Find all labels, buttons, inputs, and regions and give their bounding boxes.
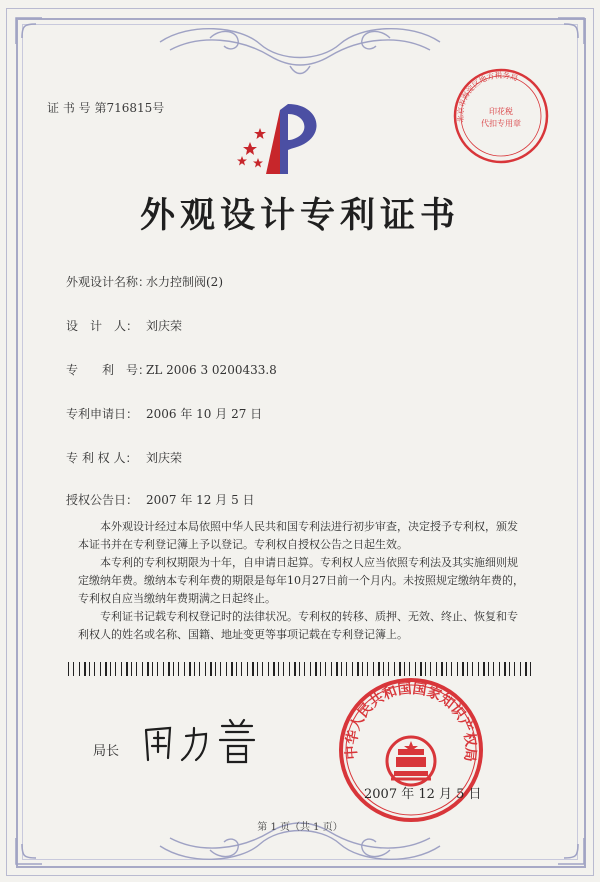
issue-date: 2007 年 12 月 5 日 [364,787,482,802]
field-label: 外观设计名称： [66,275,151,289]
barcode-bar [115,662,116,676]
field-label: 设 计 人： [66,319,139,333]
field-label: 授权公告日： [66,493,139,507]
corner-ornament-top-right [554,14,588,48]
barcode-bar [168,662,170,676]
barcode-bar [399,662,401,676]
barcode-bar [278,662,279,676]
barcode-bar [514,662,515,676]
barcode-bar [430,662,431,676]
barcode-bar [478,662,479,676]
barcode-bar [499,662,500,676]
barcode-bar [341,662,342,676]
barcode-bar [483,662,485,676]
director-signature [140,718,260,768]
barcode-bar [68,662,69,676]
barcode-bar [436,662,437,676]
barcode-bar [299,662,300,676]
barcode-bar [273,662,275,676]
barcode-bar [346,662,347,676]
page-number: 第 1 页（共 1 页） [257,822,343,833]
barcode-bar [189,662,191,676]
barcode-bar [383,662,384,676]
director-label: 局长 [93,744,120,759]
barcode-bar [504,662,506,676]
barcode-bar [451,662,452,676]
barcode-bar [184,662,185,676]
barcode-bar [268,662,269,676]
barcode-bar [142,662,143,676]
barcode-bar [173,662,174,676]
barcode-bar [79,662,80,676]
barcode-bar [493,662,494,676]
field-grant-date [66,491,255,508]
field-value: 2006 年 10 月 27 日 [146,407,263,421]
patent-office-logo [236,98,330,178]
barcode-bar [252,662,254,676]
field-patentee [66,449,182,466]
barcode-bar [525,662,527,676]
barcode-bar [231,662,233,676]
national-emblem-icon [387,737,435,785]
field-label: 专 利 号： [66,363,151,377]
barcode-bar [152,662,153,676]
field-label: 专 利 权 人： [66,451,138,465]
barcode-bar [199,662,200,676]
barcode-bar [194,662,195,676]
barcode-bar [136,662,137,676]
field-value: 水力控制阀(2) [146,275,223,289]
barcode-bar [220,662,221,676]
barcode-bar [357,662,359,676]
barcode-bar [94,662,95,676]
barcode-bar [215,662,216,676]
barcode-bar [388,662,389,676]
barcode-bar [289,662,290,676]
certificate-title: 外观设计专利证书 [139,195,460,236]
barcode-bar [425,662,426,676]
barcode-bar [110,662,111,676]
barcode-bar [415,662,416,676]
barcode-bar [210,662,212,676]
barcode-bar [315,662,317,676]
corner-ornament-top-left [12,14,46,48]
barcode-bar [121,662,122,676]
barcode-bar [257,662,258,676]
barcode-bar [205,662,206,676]
body-paragraph: 专利证书记载专利权登记时的法律状况。专利权的转移、质押、无效、终止、恢复和专利权人的姓名或名称、国籍、地址变更等事项记载在专利登记簿上。 [78,610,518,641]
barcode-bar [84,662,86,676]
field-application-date [66,405,262,422]
barcode-bar [236,662,237,676]
barcode-bar [441,662,443,676]
field-design-name [66,273,223,290]
barcode-bar [367,662,368,676]
barcode-bar [420,662,422,676]
field-value: 刘庆荣 [146,319,183,333]
barcode-bar [409,662,410,676]
barcode-bar [304,662,305,676]
certificate-body [78,518,528,644]
field-patent-number [66,361,277,378]
barcode-bar [530,662,531,676]
svg-text:印花税: 印花税 [489,107,513,116]
tax-stamp [451,66,551,166]
barcode-bar [325,662,326,676]
field-value: ZL 2006 3 0200433.8 [146,363,277,377]
barcode-bar [157,662,158,676]
corner-ornament-bottom-right [554,834,588,868]
barcode-bar [462,662,464,676]
barcode-bar [100,662,101,676]
barcode-bar [373,662,374,676]
barcode-bar [126,662,128,676]
barcode-bar [73,662,74,676]
barcode-bar [241,662,242,676]
field-value: 2007 年 12 月 5 日 [146,493,255,507]
barcode-bar [247,662,248,676]
body-paragraph: 本外观设计经过本局依照中华人民共和国专利法进行初步审查，决定授予专利权，颁发本证书并在专利登记簿上予以登记。专利权自授权公告之日起生效。 [78,520,518,551]
barcode-bar [226,662,227,676]
barcode-bar [378,662,380,676]
barcode-bar [294,662,296,676]
barcode-bar [467,662,468,676]
barcode-bar [336,662,338,676]
barcode-bar [404,662,405,676]
barcode [68,662,533,676]
barcode-bar [105,662,107,676]
field-value: 刘庆荣 [146,451,183,465]
barcode-bar [262,662,263,676]
barcode-bar [163,662,164,676]
body-paragraph: 本专利的专利权期限为十年，自申请日起算。专利权人应当依照专利法及其实施细则规定缴纳年费。缴纳本专利年费的期限是每年10月27日前一个月内。未按照规定缴纳年费的，专利权自应当缴纳年费期满之日起终止。 [78,556,524,605]
barcode-bar [520,662,521,676]
svg-text:中华人民共和国国家知识产权局: 中华人民共和国国家知识产权局 [343,680,479,763]
barcode-bar [394,662,395,676]
barcode-bar [283,662,284,676]
barcode-bar [320,662,321,676]
barcode-bar [331,662,332,676]
top-scroll-ornament [150,22,450,82]
barcode-bar [362,662,363,676]
svg-text:北京市海淀区地方税务局: 北京市海淀区地方税务局 [455,70,520,124]
barcode-bar [310,662,311,676]
barcode-bar [131,662,132,676]
field-designer [66,317,182,334]
barcode-bar [457,662,458,676]
field-label: 专利申请日： [66,407,139,421]
barcode-bar [472,662,473,676]
certificate-number: 证 书 号 第716815号 [47,101,165,115]
barcode-bar [352,662,353,676]
barcode-bar [509,662,510,676]
barcode-bar [89,662,90,676]
barcode-bar [178,662,179,676]
ip-office-seal [336,675,486,825]
barcode-bar [147,662,149,676]
corner-ornament-bottom-left [12,834,46,868]
barcode-bar [488,662,489,676]
barcode-bar [446,662,447,676]
svg-text:代扣专用章: 代扣专用章 [481,119,521,128]
